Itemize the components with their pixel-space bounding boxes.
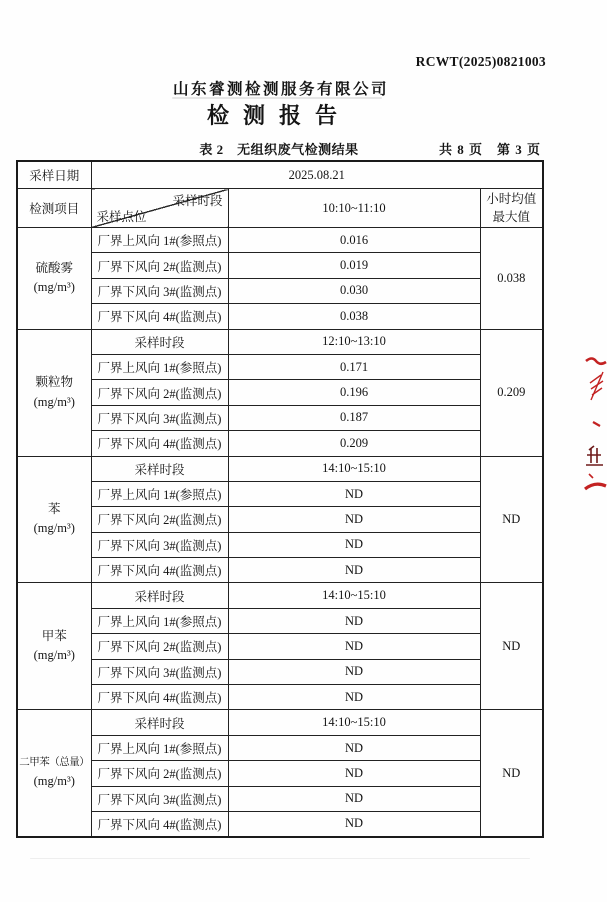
report-number: RCWT(2025)0821003 [415,54,546,69]
table-row [17,710,543,735]
scan-smudge [30,858,530,859]
value-cell: ND [228,608,480,633]
value-cell: ND [228,532,480,557]
value-cell: ND [228,735,480,760]
section-unit: (mg/m³) [33,394,75,409]
value-cell: ND [228,761,480,786]
section-name-cell [17,456,91,583]
section-unit: (mg/m³) [33,280,75,295]
table-row [17,507,543,532]
item-label-cell: 检测项目 [17,189,91,228]
point-cell: 厂界下风向 2#(监测点) [91,507,228,532]
period-label-cell: 采样时段 [91,583,228,608]
table-row [17,431,543,456]
point-cell: 厂界下风向 4#(监测点) [91,431,228,456]
table-row [17,278,543,303]
point-cell: 厂界下风向 3#(监测点) [91,278,228,303]
max-value-cell: ND [480,583,543,710]
point-cell: 厂界下风向 2#(监测点) [91,380,228,405]
value-cell: 0.019 [228,253,480,278]
table-row [17,634,543,659]
date-value-cell: 2025.08.21 [91,161,543,189]
company-name: 山东睿测检测服务有限公司 [172,81,389,98]
first-period-cell: 10:10~11:10 [228,189,480,228]
diag-bottom-label: 采样点位 [96,210,147,224]
max-value-cell: ND [480,710,543,837]
point-cell: 厂界下风向 2#(监测点) [91,634,228,659]
value-cell: 0.030 [228,278,480,303]
period-value-cell: 14:10~15:10 [228,583,480,608]
red-stamp-fragment [581,352,607,502]
section-name: 颗粒物 [35,375,73,390]
date-label-cell: 采样日期 [17,161,91,189]
table-row [17,558,543,583]
table-row [17,659,543,684]
section-name: 甲苯 [41,629,67,644]
table-row [17,608,543,633]
diag-top-label: 采样时段 [172,194,223,208]
value-cell: 0.171 [228,354,480,379]
section-name: 苯 [47,502,61,517]
table-row [17,405,543,430]
point-cell: 厂界下风向 2#(监测点) [91,761,228,786]
table-row [17,329,543,354]
diagonal-header-cell [91,189,228,228]
period-label-cell: 采样时段 [91,710,228,735]
table-row [17,735,543,760]
table-row [17,380,543,405]
table-row [17,532,543,557]
results-table [16,160,544,838]
max-header-line1: 小时均值 [486,191,537,206]
table-caption-row [16,139,542,157]
value-cell: ND [228,507,480,532]
value-cell: 0.187 [228,405,480,430]
section-name: 硫酸雾 [35,260,73,275]
section-unit: (mg/m³) [33,521,75,536]
table-row [17,481,543,506]
period-label-cell: 采样时段 [91,329,228,354]
table-row [17,354,543,379]
section-name-cell [17,329,91,456]
point-cell: 厂界下风向 3#(监测点) [91,659,228,684]
period-value-cell: 14:10~15:10 [228,710,480,735]
point-cell: 厂界下风向 4#(监测点) [91,685,228,710]
value-cell: ND [228,634,480,659]
point-cell: 厂界下风向 3#(监测点) [91,786,228,811]
point-cell: 厂界上风向 1#(参照点) [91,354,228,379]
point-cell: 厂界下风向 3#(监测点) [91,405,228,430]
table-caption: 表 2 无组织废气检测结果 [199,142,359,157]
section-unit: (mg/m³) [33,648,75,663]
max-value-cell: 0.209 [480,329,543,456]
max-value-cell: 0.038 [480,228,543,330]
section-name-cell [17,583,91,710]
value-cell: ND [228,558,480,583]
value-cell: 0.016 [228,228,480,253]
scan-smudge [172,97,382,99]
point-cell: 厂界下风向 3#(监测点) [91,532,228,557]
point-cell: 厂界上风向 1#(参照点) [91,735,228,760]
max-header-cell [480,189,543,228]
period-label-cell: 采样时段 [91,456,228,481]
header-row [17,189,543,228]
table-row [17,228,543,253]
report-title: 检测报告 [206,103,351,128]
max-header-line2: 最大值 [492,210,530,224]
table-row [17,786,543,811]
point-cell: 厂界上风向 1#(参照点) [91,481,228,506]
table-row [17,456,543,481]
point-cell: 厂界上风向 1#(参照点) [91,608,228,633]
value-cell: ND [228,811,480,836]
table-row [17,253,543,278]
section-name-cell [17,228,91,330]
date-row [17,161,543,189]
value-cell: ND [228,659,480,684]
point-cell: 厂界上风向 1#(参照点) [91,228,228,253]
page-info: 共 8 页 第 3 页 [438,142,541,157]
table-row [17,761,543,786]
stamp-strokes-icon [581,352,607,502]
point-cell: 厂界下风向 4#(监测点) [91,558,228,583]
point-cell: 厂界下风向 4#(监测点) [91,304,228,329]
period-value-cell: 12:10~13:10 [228,329,480,354]
table-row [17,685,543,710]
value-cell: ND [228,481,480,506]
value-cell: 0.038 [228,304,480,329]
value-cell: ND [228,786,480,811]
table-row [17,304,543,329]
point-cell: 厂界下风向 2#(监测点) [91,253,228,278]
value-cell: 0.196 [228,380,480,405]
value-cell: 0.209 [228,431,480,456]
section-name-cell [17,710,91,837]
point-cell: 厂界下风向 4#(监测点) [91,811,228,836]
table-row [17,583,543,608]
value-cell: ND [228,685,480,710]
section-unit: (mg/m³) [33,773,75,788]
max-value-cell: ND [480,456,543,583]
section-name: 二甲苯（总量） [19,757,90,769]
period-value-cell: 14:10~15:10 [228,456,480,481]
table-row [17,811,543,836]
